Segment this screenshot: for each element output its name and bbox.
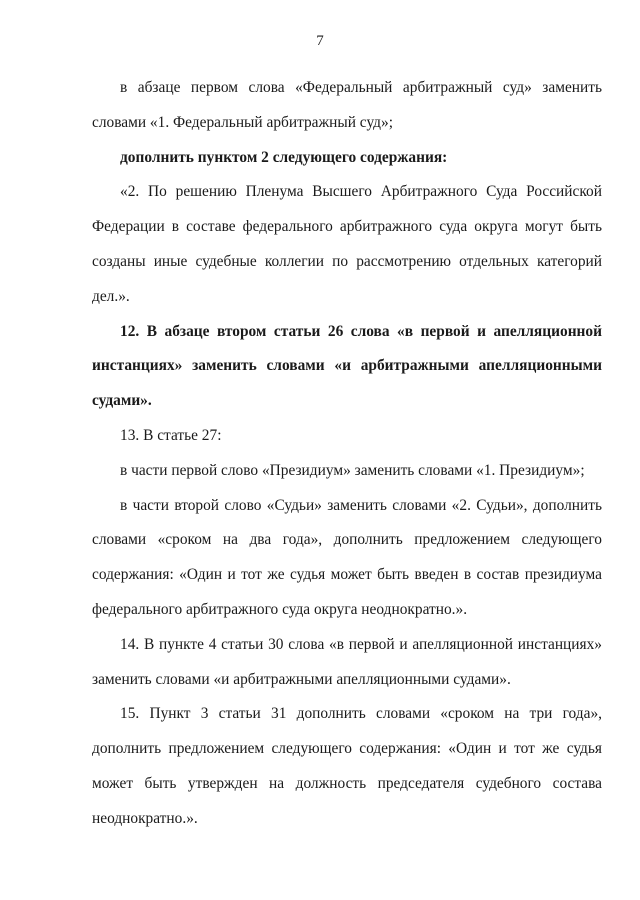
paragraph-part-one: в части первой слово «Президиум» заменить словами «1. Президиум»; <box>120 461 585 479</box>
paragraph-item-13: 13. В статье 27: <box>120 426 222 444</box>
paragraph-part-two: в части второй слово «Судьи» заменить словами «2. Судьи», дополнить словами «сроком на два года», дополнить предложением следующего содержания: «Один и тот же судья может быть введен в состав президиума федерального арбитражного суда округа неоднократно.». <box>92 496 602 618</box>
page-number: 7 <box>316 33 324 49</box>
paragraph-dopolnit-punktom-2: дополнить пунктом 2 следующего содержания: <box>120 148 448 166</box>
paragraph-item-12: 12. В абзаце втором статьи 26 слова «в первой и апелляционной инстанциях» заменить словами «и арбитражными апелляционными судами». <box>92 322 602 410</box>
paragraph-item-14: 14. В пункте 4 статьи 30 слова «в первой и апелляционной инстанциях» заменить словами «и арбитражными апелляционными судами». <box>92 635 602 688</box>
paragraph-plenum-decision: «2. По решению Пленума Высшего Арбитражного Суда Российской Федерации в составе федерального арбитражного суда округа могут быть созданы иные судебные коллегии по рассмотрению отдельных категорий дел.». <box>92 183 602 305</box>
document-body <box>92 71 602 837</box>
paragraph-abzac-pervom: в абзаце первом слова «Федеральный арбитражный суд» заменить словами «1. Федеральный арбитражный суд»; <box>92 79 602 131</box>
paragraph-item-15: 15. Пункт 3 статьи 31 дополнить словами «сроком на три года», дополнить предложением следующего содержания: «Один и тот же судья может быть утвержден на должность председателя судебного состава неоднократно.». <box>92 705 602 827</box>
